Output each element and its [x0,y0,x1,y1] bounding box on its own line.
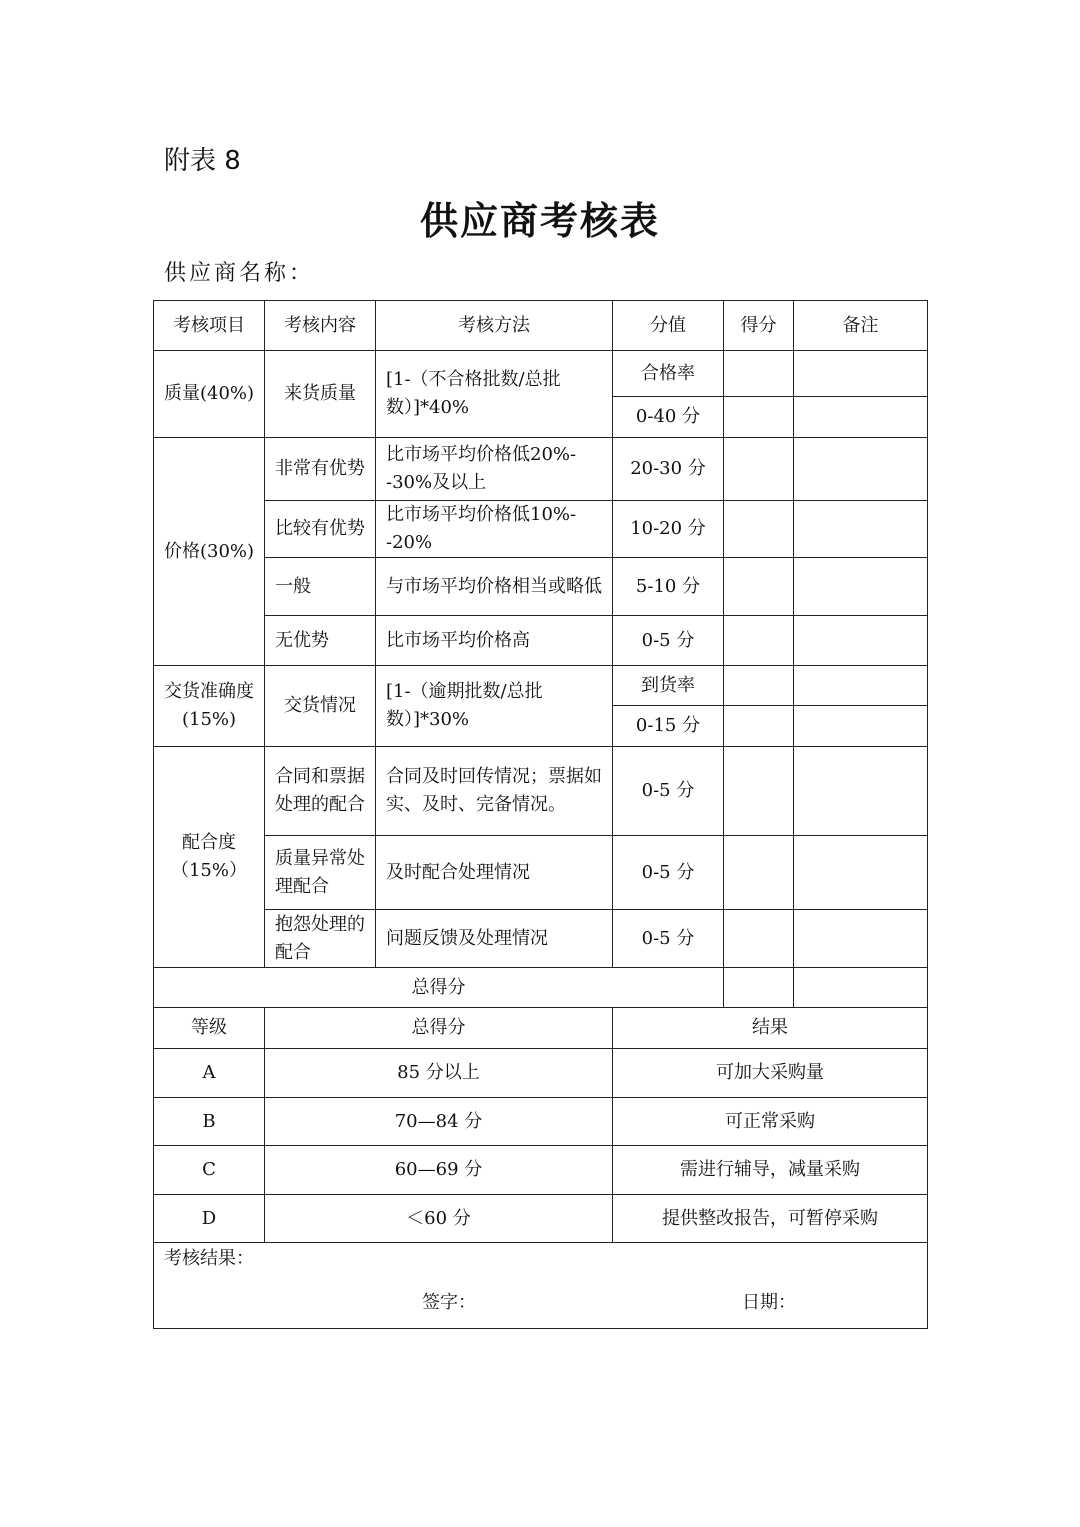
price-content: 非常有优势 [265,438,376,501]
table-row [154,351,928,397]
remark-cell[interactable] [794,397,928,438]
table-row [154,666,928,706]
grade-total: 70—84 分 [265,1098,613,1146]
cooperation-method: 问题反馈及处理情况 [376,910,613,968]
table-header-row [154,301,928,351]
total-row [154,968,928,1008]
price-method: 与市场平均价格相当或略低 [376,558,613,616]
table-row [154,910,928,968]
grade-header-total: 总得分 [265,1008,613,1049]
header-item: 考核项目 [154,301,265,351]
assessment-result-row [154,1243,928,1329]
header-points: 分值 [613,301,724,351]
header-method: 考核方法 [376,301,613,351]
quality-item: 质量(40%) [154,351,265,438]
score-cell[interactable] [724,747,794,836]
price-points: 5-10 分 [613,558,724,616]
cooperation-points: 0-5 分 [613,747,724,836]
score-cell[interactable] [724,910,794,968]
cooperation-content: 质量异常处理配合 [265,836,376,910]
signature-line [164,1289,917,1317]
total-score-cell[interactable] [724,968,794,1008]
cooperation-points: 0-5 分 [613,910,724,968]
remark-cell[interactable] [794,836,928,910]
score-cell[interactable] [724,666,794,706]
quality-points-b: 0-40 分 [613,397,724,438]
assessment-table [153,300,928,1329]
delivery-content: 交货情况 [265,666,376,747]
assessment-result-cell[interactable] [154,1243,928,1329]
grade-letter: A [154,1049,265,1098]
header-remark: 备注 [794,301,928,351]
score-cell[interactable] [724,836,794,910]
table-row [154,438,928,501]
grade-letter: B [154,1098,265,1146]
remark-cell[interactable] [794,501,928,558]
grade-result: 提供整改报告，可暂停采购 [613,1195,928,1243]
quality-points-a: 合格率 [613,351,724,397]
delivery-method: [1-（逾期批数/总批数）]*30% [376,666,613,747]
remark-cell[interactable] [794,666,928,706]
grade-total: ＜60 分 [265,1195,613,1243]
table-row [154,501,928,558]
supplier-name-label: 供应商名称： [164,261,315,286]
table-row [154,836,928,910]
remark-cell[interactable] [794,616,928,666]
delivery-item: 交货准确度(15%) [154,666,265,747]
table-row [154,616,928,666]
score-cell[interactable] [724,558,794,616]
score-cell[interactable] [724,501,794,558]
assessment-result-label: 考核结果： [164,1248,254,1269]
price-points: 20-30 分 [613,438,724,501]
table-row [154,558,928,616]
appendix-label: 附表 8 [164,146,241,176]
remark-cell[interactable] [794,910,928,968]
cooperation-points: 0-5 分 [613,836,724,910]
grade-header-grade: 等级 [154,1008,265,1049]
grade-row [154,1049,928,1098]
grade-total: 60—69 分 [265,1146,613,1195]
score-cell[interactable] [724,397,794,438]
grade-row [154,1195,928,1243]
cooperation-item: 配合度（15%） [154,747,265,968]
grade-header-row [154,1008,928,1049]
cooperation-content: 合同和票据处理的配合 [265,747,376,836]
remark-cell[interactable] [794,558,928,616]
grade-row [154,1098,928,1146]
price-points: 10-20 分 [613,501,724,558]
grade-row [154,1146,928,1195]
delivery-points-a: 到货率 [613,666,724,706]
delivery-points-b: 0-15 分 [613,706,724,747]
price-method: 比市场平均价格高 [376,616,613,666]
price-method: 比市场平均价格低10%--20% [376,501,613,558]
price-points: 0-5 分 [613,616,724,666]
remark-cell[interactable] [794,438,928,501]
price-content: 比较有优势 [265,501,376,558]
date-label: 日期： [742,1292,796,1313]
total-label: 总得分 [154,968,724,1008]
table-row [154,747,928,836]
grade-letter: C [154,1146,265,1195]
header-score: 得分 [724,301,794,351]
grade-result: 需进行辅导，减量采购 [613,1146,928,1195]
price-content: 一般 [265,558,376,616]
remark-cell[interactable] [794,706,928,747]
score-cell[interactable] [724,616,794,666]
page-title: 供应商考核表 [419,199,660,243]
grade-result: 可加大采购量 [613,1049,928,1098]
cooperation-method: 及时配合处理情况 [376,836,613,910]
remark-cell[interactable] [794,747,928,836]
score-cell[interactable] [724,351,794,397]
cooperation-content: 抱怨处理的配合 [265,910,376,968]
total-remark-cell[interactable] [794,968,928,1008]
grade-header-result: 结果 [613,1008,928,1049]
grade-letter: D [154,1195,265,1243]
cooperation-method: 合同及时回传情况；票据如实、及时、完备情况。 [376,747,613,836]
price-content: 无优势 [265,616,376,666]
price-method: 比市场平均价格低20%--30%及以上 [376,438,613,501]
grade-total: 85 分以上 [265,1049,613,1098]
quality-method: [1-（不合格批数/总批数）]*40% [376,351,613,438]
score-cell[interactable] [724,438,794,501]
grade-result: 可正常采购 [613,1098,928,1146]
header-content: 考核内容 [265,301,376,351]
remark-cell[interactable] [794,351,928,397]
price-item: 价格(30%) [154,438,265,666]
score-cell[interactable] [724,706,794,747]
quality-content: 来货质量 [265,351,376,438]
signature-label: 签字： [422,1292,476,1313]
